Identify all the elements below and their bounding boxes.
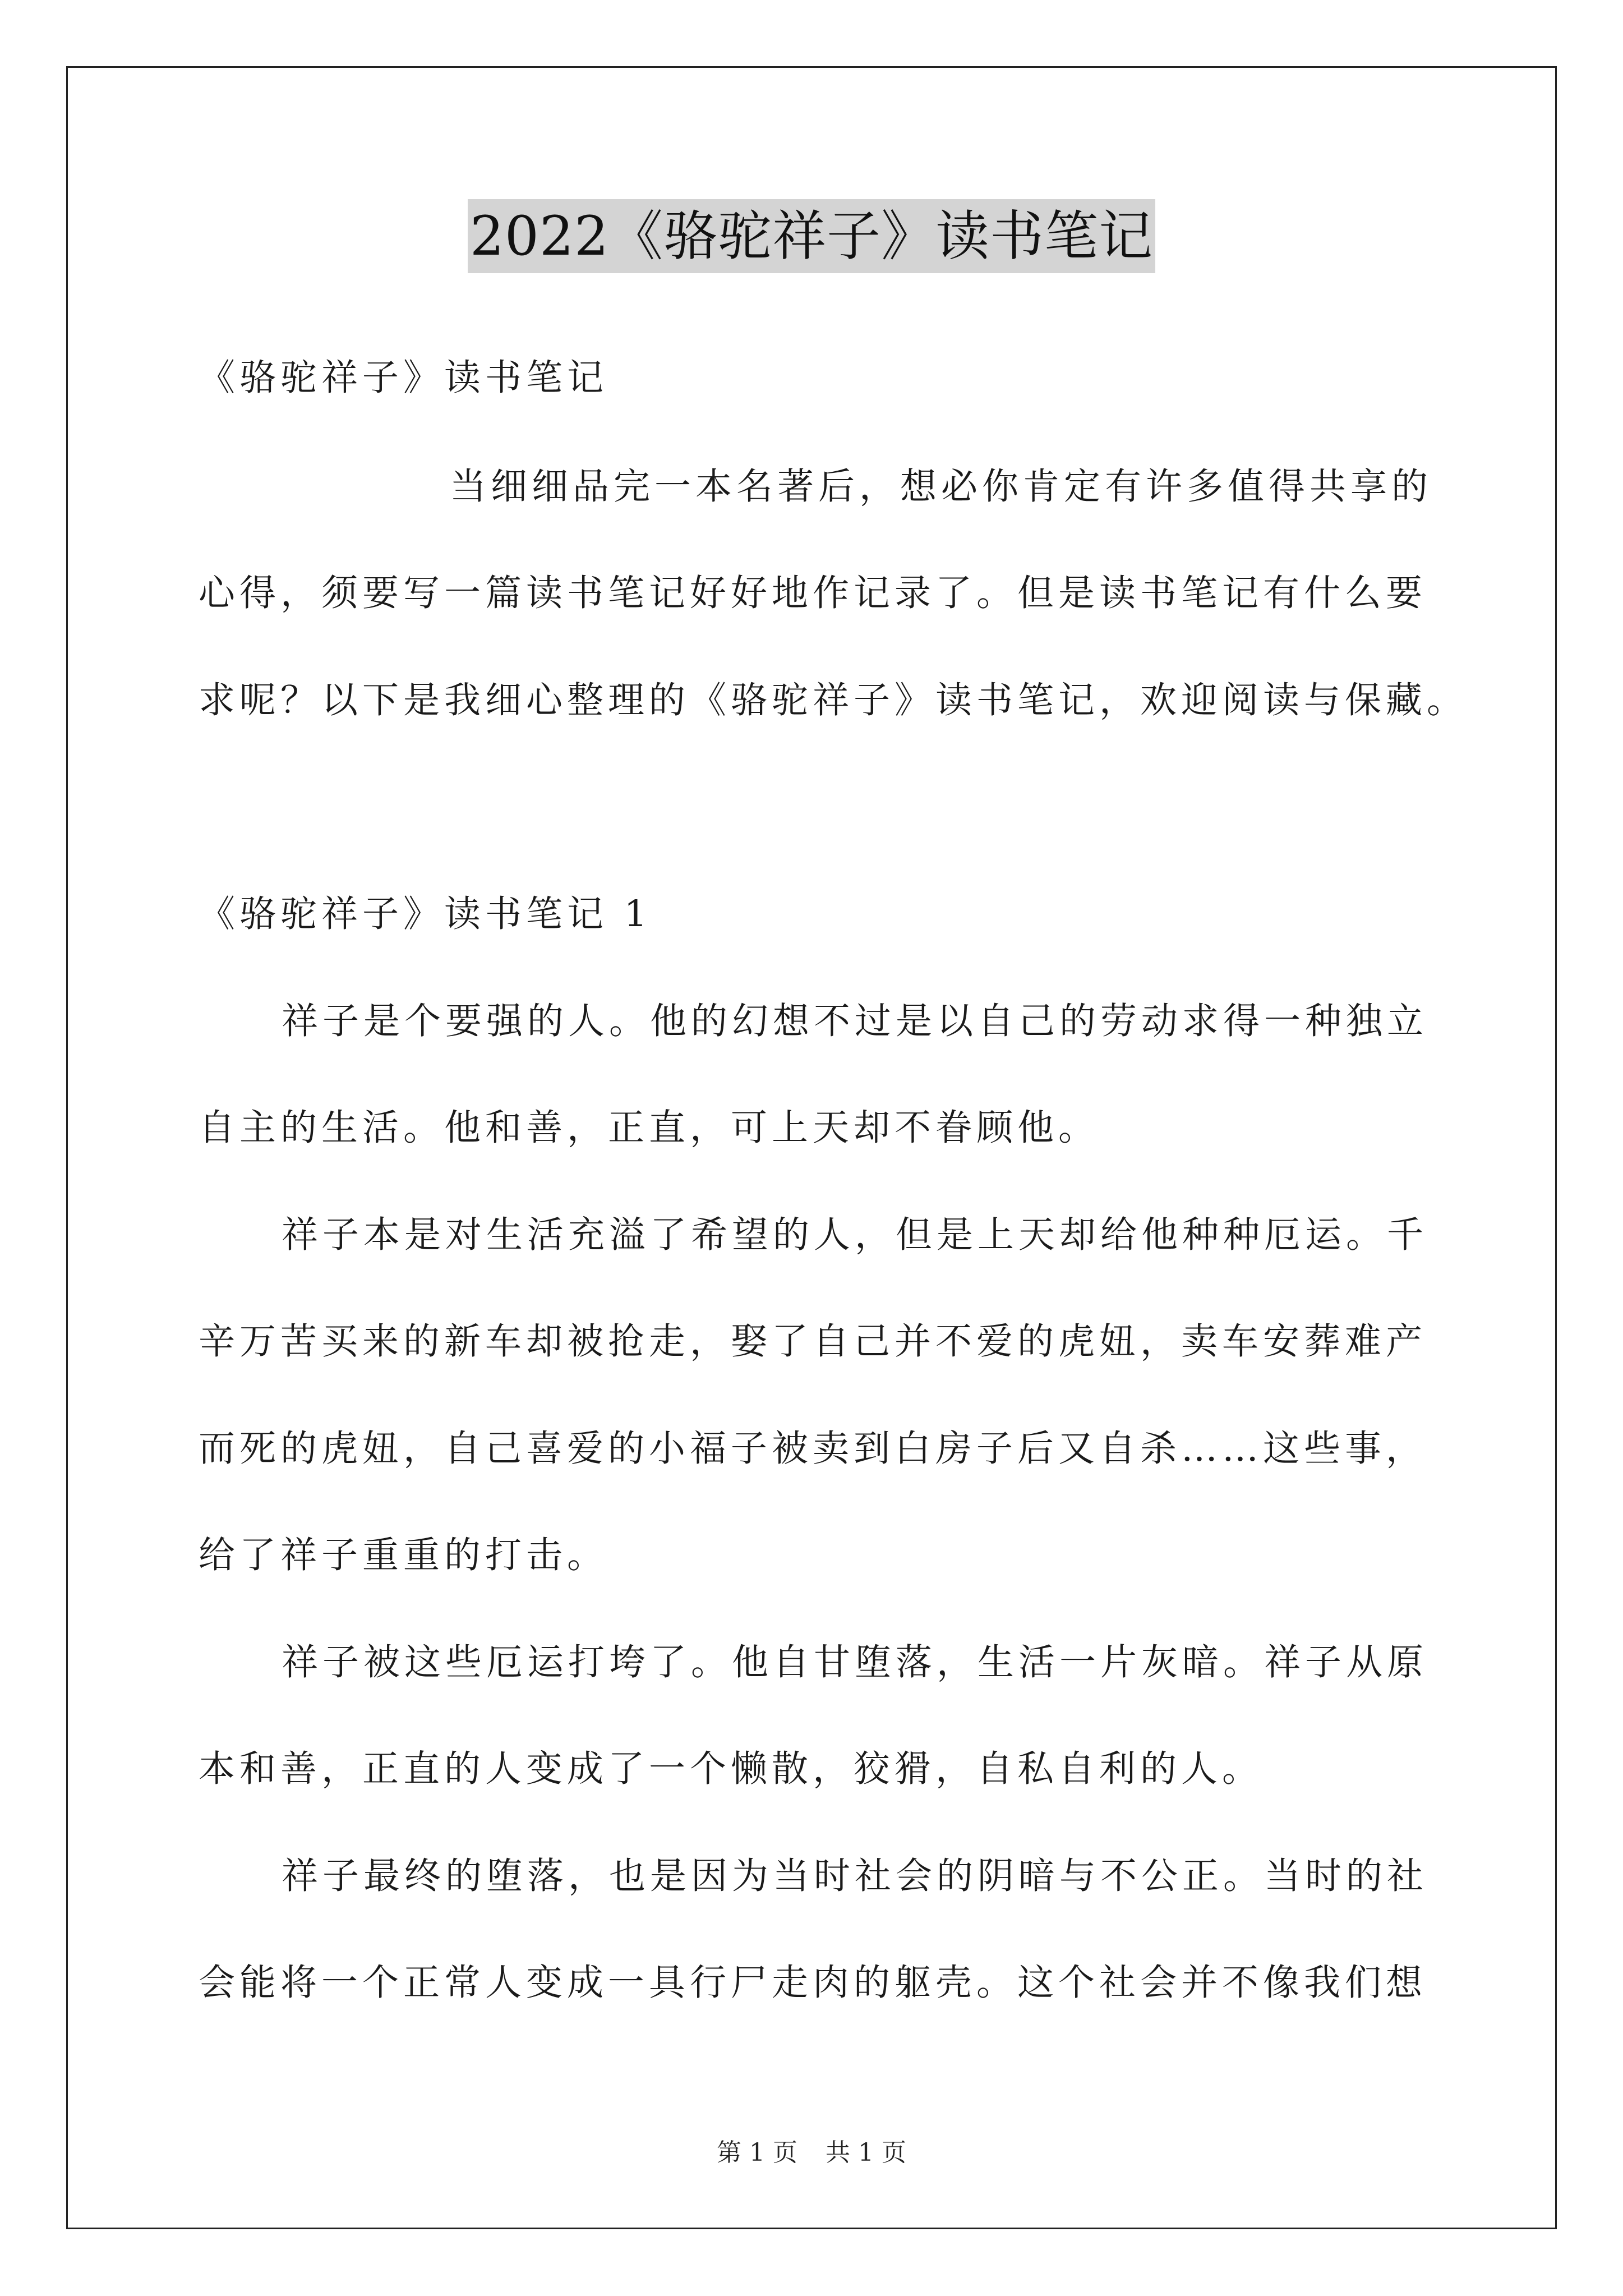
body-line: 祥子是个要强的人。他的幻想不过是以自己的劳动求得一种独立	[282, 1000, 1428, 1042]
body-line: 而死的虎妞，自己喜爱的小福子被卖到白房子后又自杀……这些事，	[199, 1428, 1427, 1470]
intro-line: 求呢？以下是我细心整理的《骆驼祥子》读书笔记，欢迎阅读与保藏。	[199, 679, 1468, 721]
body-line: 祥子被这些厄运打垮了。他自甘堕落，生活一片灰暗。祥子从原	[282, 1641, 1428, 1683]
body-line: 自主的生活。他和善，正直，可上天却不眷顾他。	[199, 1107, 1100, 1149]
intro-line: 当细细品完一本名著后，想必你肯定有许多值得共享的	[450, 466, 1433, 508]
title-container	[0, 199, 1623, 273]
document-title: 2022《骆驼祥子》读书笔记	[468, 199, 1155, 273]
section-heading: 《骆驼祥子》读书笔记 1	[199, 893, 652, 935]
body-line: 祥子最终的堕落，也是因为当时社会的阴暗与不公正。当时的社	[282, 1855, 1428, 1897]
subtitle: 《骆驼祥子》读书笔记	[199, 357, 608, 399]
body-line: 祥子本是对生活充溢了希望的人，但是上天却给他种种厄运。千	[282, 1214, 1428, 1256]
page-total: 共 1 页	[826, 2138, 906, 2167]
body-line: 会能将一个正常人变成一具行尸走肉的躯壳。这个社会并不像我们想	[199, 1962, 1427, 2004]
page-footer	[0, 2137, 1623, 2169]
body-line: 辛万苦买来的新车却被抢走，娶了自己并不爱的虎妞，卖车安葬难产	[199, 1320, 1427, 1363]
intro-line: 心得，须要写一篇读书笔记好好地作记录了。但是读书笔记有什么要	[199, 572, 1427, 614]
page-current: 第 1 页	[717, 2138, 797, 2167]
body-line: 给了祥子重重的打击。	[199, 1534, 608, 1576]
body-line: 本和善，正直的人变成了一个懒散，狡猾，自私自利的人。	[199, 1748, 1264, 1790]
